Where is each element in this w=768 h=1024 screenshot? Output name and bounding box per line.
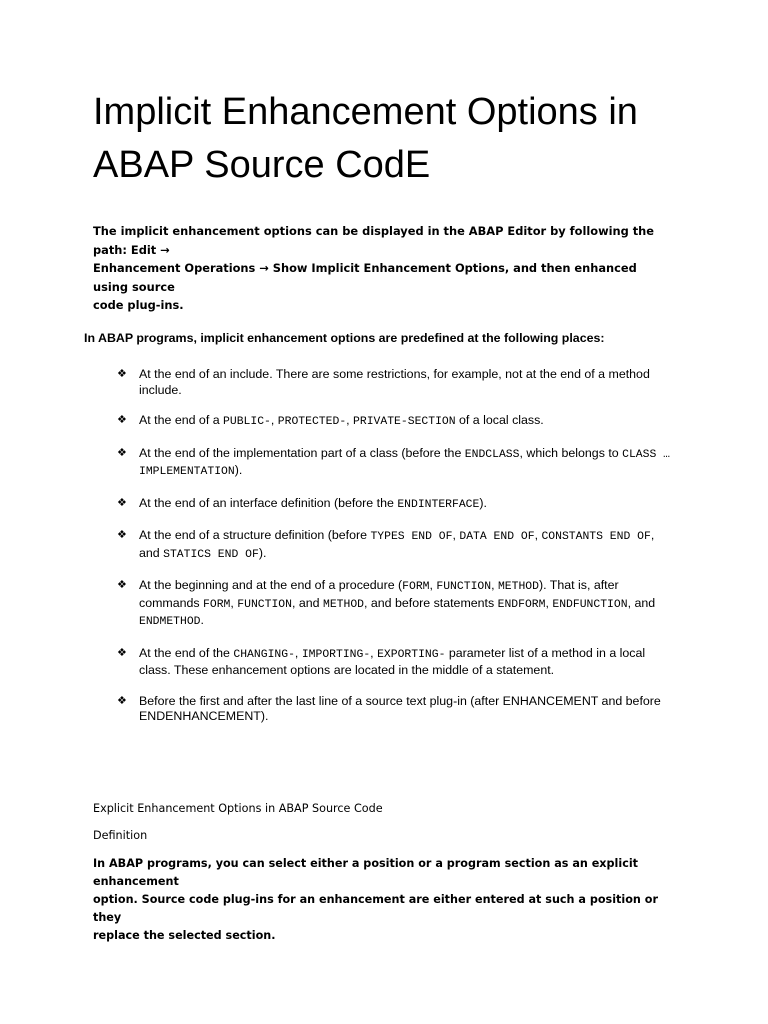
code-keyword: CLASS … IMPLEMENTATION	[139, 448, 670, 478]
explicit-body-paragraph	[93, 855, 673, 945]
code-keyword: FUNCTION	[436, 581, 492, 593]
diamond-bullet-icon: ❖	[117, 694, 127, 707]
list-item: ❖ At the end of an interface definition (before the ENDINTERFACE).	[117, 495, 487, 511]
list-item: ❖ At the end of a structure definition (before TYPES END OF, DATA END OF, CONSTANTS END OF, and STATICS END OF).	[117, 528, 655, 561]
list-item: ❖ At the end of an include. There are some restrictions, for example, not at the end of a method include.	[117, 367, 650, 397]
code-keyword: PUBLIC-	[223, 416, 271, 428]
code-keyword: FORM	[203, 598, 231, 611]
list-item: ❖ At the end of the CHANGING-, IMPORTING-, EXPORTING- parameter list of a method in a local class. These enhancement options are located in the middle of a statement.	[117, 645, 646, 677]
code-keyword: FUNCTION	[237, 598, 292, 611]
list-item: ❖ At the end of the implementation part of a class (before the ENDCLASS, which belongs to CLASS … IMPLEMENTATION).	[117, 445, 670, 478]
diamond-bullet-icon: ❖	[117, 529, 127, 541]
code-keyword: FORM	[402, 581, 430, 593]
intro-line-1: The implicit enhancement options can be displayed in the ABAP Editor by following the path: Edit →	[93, 224, 655, 257]
diamond-bullet-icon: ❖	[117, 446, 127, 459]
code-keyword: CONSTANTS END OF	[541, 531, 651, 543]
title-line-2: ABAP Source CodE	[93, 144, 431, 186]
places-heading: In ABAP programs, implicit enhancement options are predefined at the following places:	[84, 331, 605, 345]
code-keyword: ENDFUNCTION	[552, 598, 628, 611]
diamond-bullet-icon: ❖	[117, 579, 127, 591]
intro-line-3: code plug-ins.	[93, 298, 184, 312]
code-keyword: TYPES END OF	[370, 531, 453, 543]
explicit-body-line-3: replace the selected section.	[93, 929, 276, 942]
code-keyword: METHOD	[322, 598, 364, 611]
code-keyword: PROTECTED-	[277, 416, 347, 428]
list-item: ❖ At the end of a PUBLIC-, PROTECTED-, PRIVATE-SECTION of a local class.	[117, 413, 544, 428]
intro-line-2: Enhancement Operations → Show Implicit Enhancement Options, and then enhanced using source	[93, 261, 637, 294]
code-keyword: ENDMETHOD	[139, 616, 201, 628]
code-keyword: METHOD	[497, 581, 539, 593]
code-keyword: STATICS END OF	[163, 548, 259, 561]
explicit-section-title: Explicit Enhancement Options in ABAP Source Code	[93, 802, 383, 815]
definition-heading: Definition	[93, 829, 148, 842]
code-keyword: DATA END OF	[459, 531, 535, 543]
code-keyword: ENDCLASS	[464, 448, 520, 461]
diamond-bullet-icon: ❖	[117, 368, 127, 380]
list-item: ❖ Before the first and after the last line of a source text plug-in (after ENHANCEMENT and before ENDENHANCEMENT).	[117, 693, 661, 723]
list-item: ❖ At the beginning and at the end of a procedure (FORM, FUNCTION, METHOD). That is, after commands FORM, FUNCTION, and METHOD, and before statements ENDFORM, ENDFUNCTION, and ENDMETHOD.	[117, 578, 656, 628]
code-keyword: ENDFORM	[497, 598, 546, 611]
explicit-body-line-2: option. Source code plug-ins for an enhancement are either entered at such a position or they	[93, 893, 658, 924]
explicit-body-line-1: In ABAP programs, you can select either a position or a program section as an explicit enhancement	[93, 857, 639, 888]
enhancement-places-list	[117, 367, 677, 740]
page-title	[93, 86, 733, 192]
diamond-bullet-icon: ❖	[117, 646, 127, 659]
code-keyword: EXPORTING-	[377, 648, 446, 661]
title-line-1: Implicit Enhancement Options in	[93, 91, 638, 133]
diamond-bullet-icon: ❖	[117, 496, 127, 509]
intro-paragraph	[93, 222, 673, 315]
diamond-bullet-icon: ❖	[117, 414, 127, 426]
code-keyword: ENDINTERFACE	[397, 498, 480, 511]
code-keyword: CHANGING-	[233, 648, 295, 661]
code-keyword: PRIVATE-SECTION	[353, 416, 456, 428]
code-keyword: IMPORTING-	[301, 648, 371, 661]
